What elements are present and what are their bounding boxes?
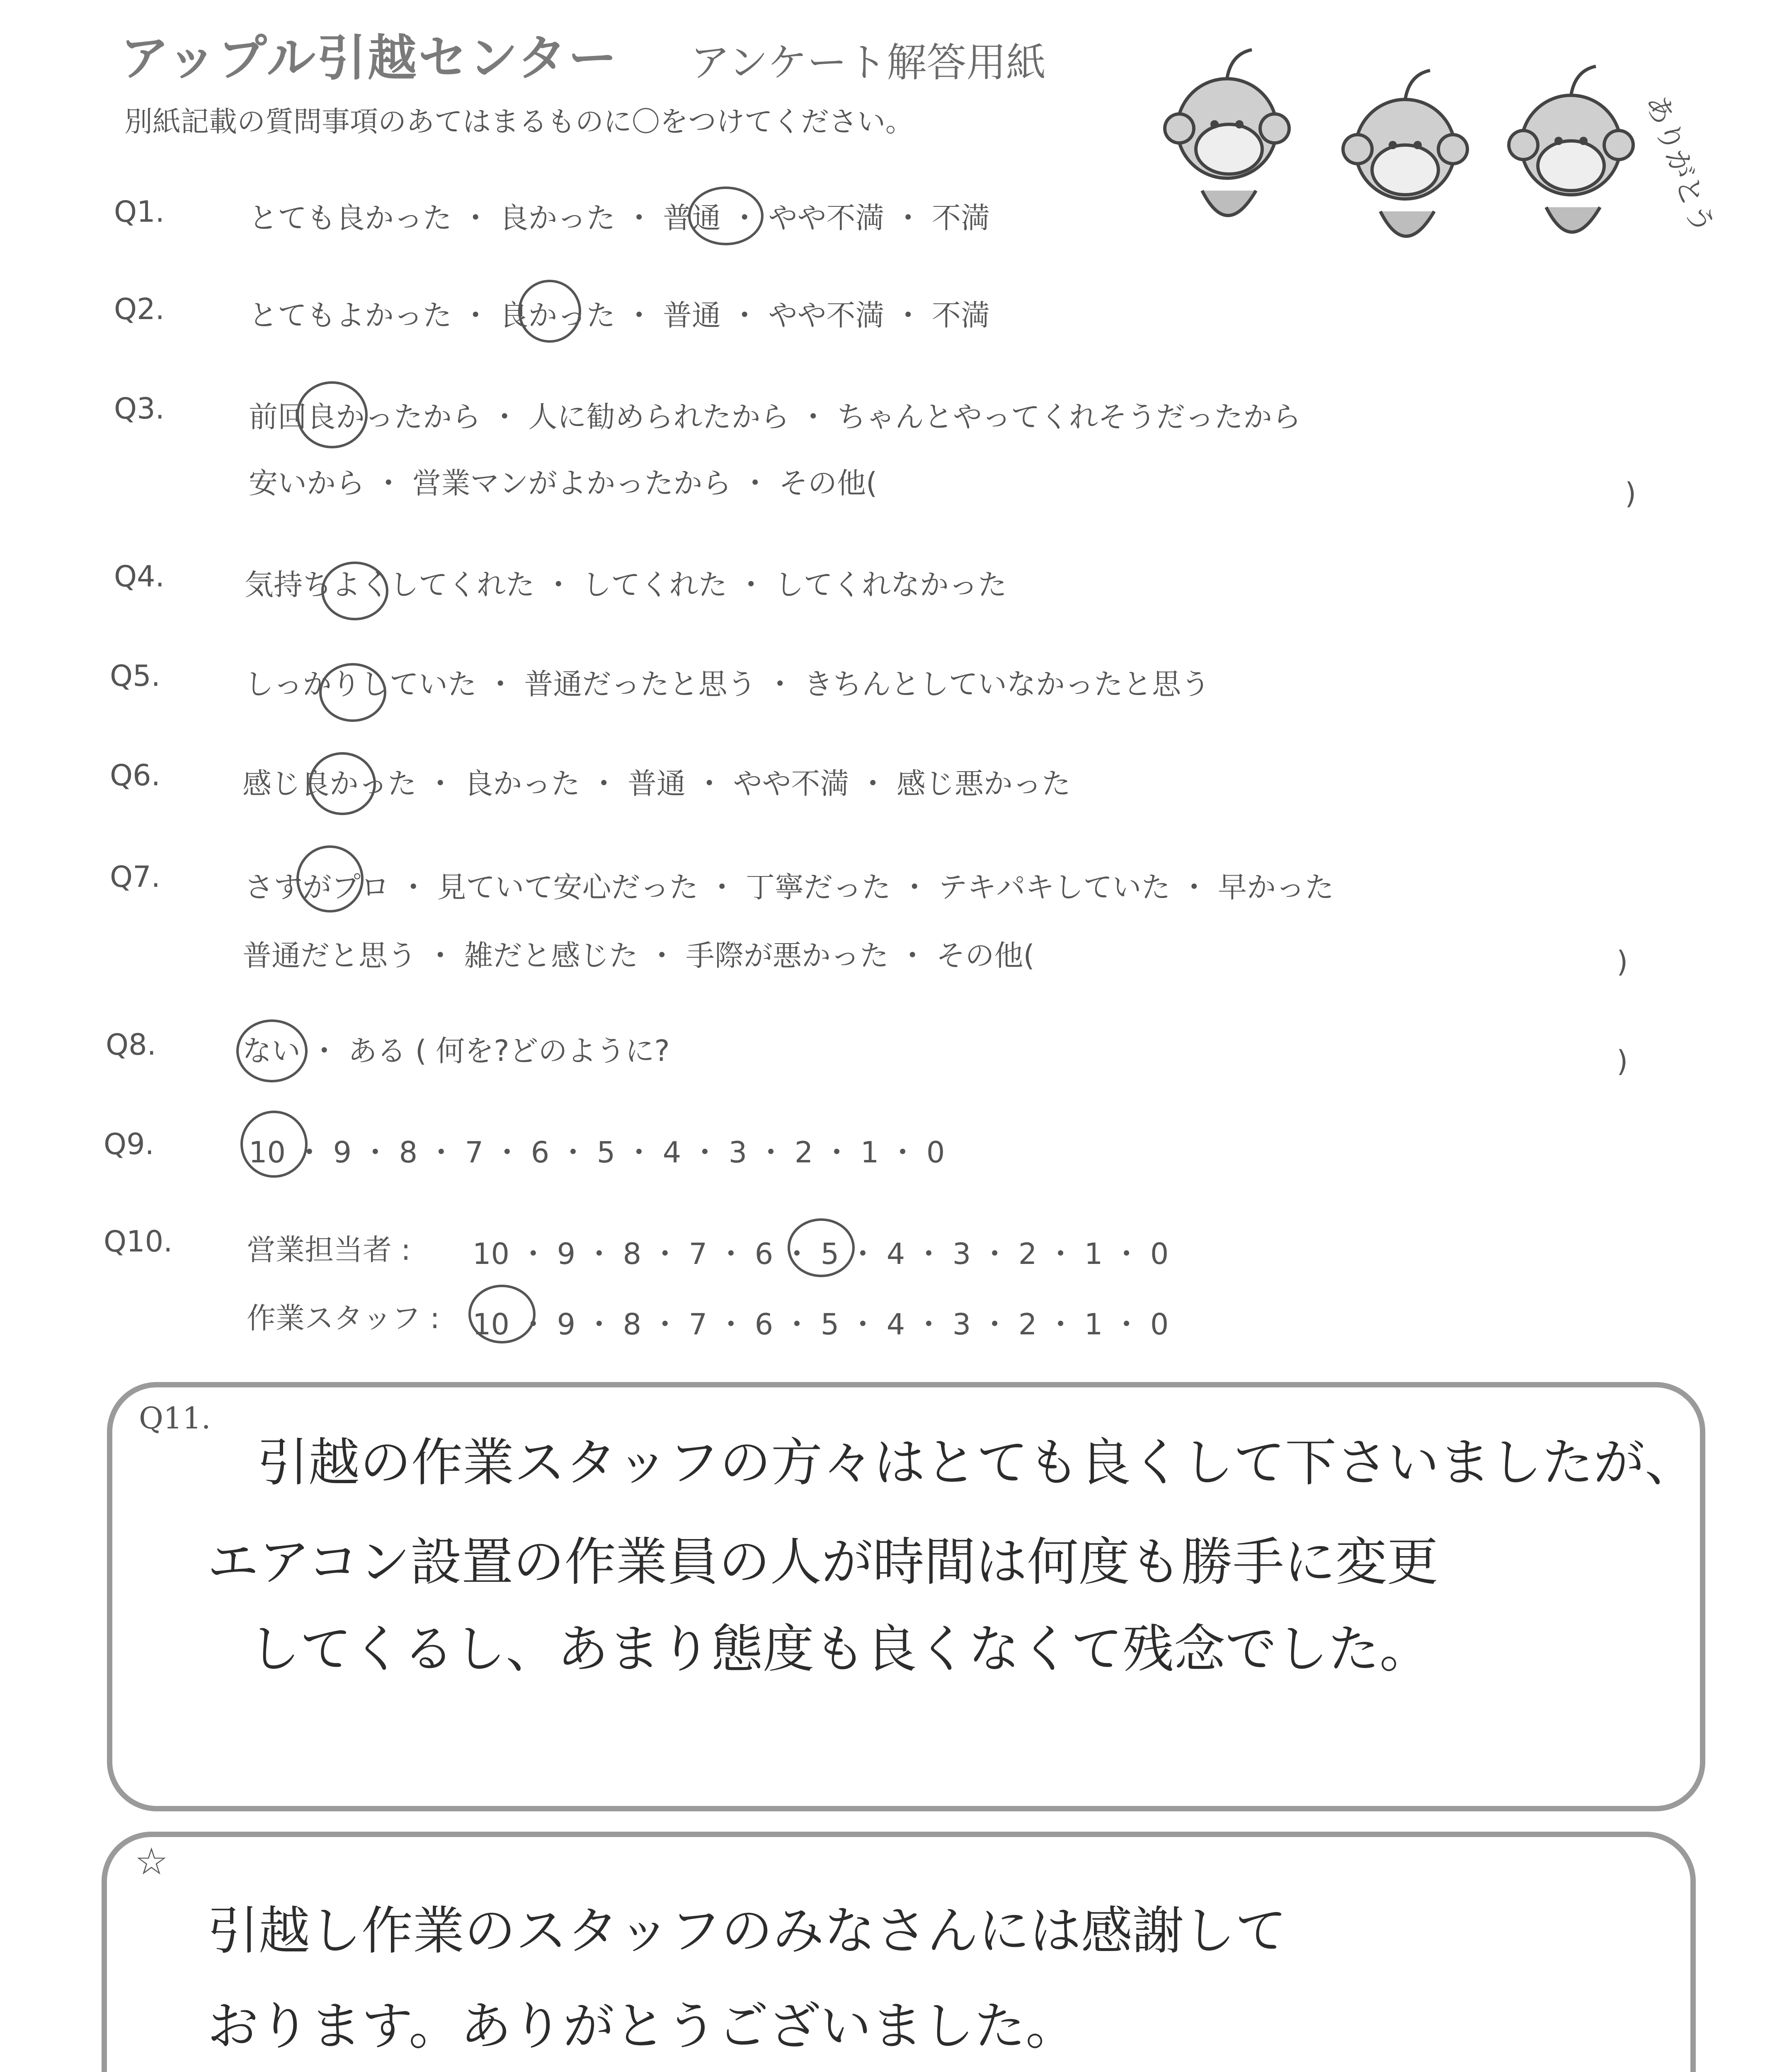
q6-options: 感じ良かった ・ 良かった ・ 普通 ・ やや不満 ・ 感じ悪かった (242, 767, 1071, 801)
q10-staff-options: 10 ・ 9 ・ 8 ・ 7 ・ 6 ・ 5 ・ 4 ・ 3 ・ 2 ・ 1 ・ 0 (473, 1307, 1169, 1341)
q7-number: Q7. (110, 860, 160, 894)
svg-text:ありがとう: ありがとう (1639, 90, 1721, 238)
q5-selected-circle (319, 663, 386, 722)
q3-selected-circle (296, 381, 368, 448)
q6-number: Q6. (110, 758, 160, 792)
q4-selected-circle (321, 562, 388, 620)
q4-options: 気持ちよくしてくれた ・ してくれた ・ してくれなかった (245, 568, 1007, 602)
q11-label: Q11. (139, 1401, 211, 1435)
q10-staff-selected-circle (468, 1285, 536, 1343)
q7-close-paren: ) (1617, 945, 1628, 979)
q10-staff-label: 作業スタッフ : (247, 1301, 440, 1335)
q5-number: Q5. (110, 659, 160, 693)
q7-selected-circle (296, 845, 364, 913)
q11-comment-line3: してくるし、あまり態度も良くなくて残念でした。 (249, 1619, 1431, 1679)
q1-options: とても良かった ・ 良かった ・ 普通 ・ やや不満 ・ 不満 (249, 201, 990, 235)
q10-sales-selected-circle (788, 1218, 855, 1277)
q5-options: しっかりしていた ・ 普通だったと思う ・ きちんとしていなかったと思う (245, 667, 1210, 701)
q1-selected-circle (688, 186, 764, 245)
q10-sales-label: 営業担当者 : (247, 1233, 411, 1267)
star-icon: ☆ (135, 1840, 168, 1883)
q7-options-line1: さすがプロ ・ 見ていて安心だった ・ 丁寧だった ・ テキパキしていた ・ 早かった (245, 870, 1334, 904)
q2-options: とてもよかった ・ 良かった ・ 普通 ・ やや不満 ・ 不満 (249, 298, 990, 332)
q9-number: Q9. (104, 1127, 154, 1161)
star-comment-line1: 引越し作業のスタッフのみなさんには感謝して (207, 1901, 1287, 1961)
q10-number: Q10. (104, 1225, 173, 1259)
q1-number: Q1. (114, 195, 165, 229)
q4-number: Q4. (114, 559, 165, 593)
q6-selected-circle (309, 752, 376, 815)
monkey-mascots-illustration (1156, 33, 1721, 265)
q8-selected-circle (236, 1019, 308, 1082)
q2-number: Q2. (114, 292, 165, 326)
q2-selected-circle (518, 280, 581, 343)
q3-close-paren: ) (1625, 477, 1637, 511)
form-subtitle: アンケート解答用紙 (690, 39, 1046, 86)
q11-comment-line1: 引越の作業スタッフの方々はとても良くして下さいましたが、 (257, 1433, 1697, 1493)
instruction-text: 別紙記載の質問事項のあてはまるものに〇をつけてください。 (124, 106, 914, 138)
q8-number: Q8. (106, 1028, 156, 1062)
company-title: アップル引越センター (120, 29, 619, 87)
q10-sales-options: 10 ・ 9 ・ 8 ・ 7 ・ 6 ・ 5 ・ 4 ・ 3 ・ 2 ・ 1 ・ 0 (473, 1237, 1169, 1271)
q3-number: Q3. (114, 392, 165, 426)
q9-selected-circle (240, 1111, 308, 1178)
star-comment-line2: おります。ありがとうございました。 (207, 1997, 1077, 2056)
q3-options-line2: 安いから ・ 営業マンがよかったから ・ その他( (249, 466, 878, 500)
q3-options-line1: 前回良かったから ・ 人に勧められたから ・ ちゃんとやってくれそうだったから (249, 400, 1302, 434)
q9-options: 10 ・ 9 ・ 8 ・ 7 ・ 6 ・ 5 ・ 4 ・ 3 ・ 2 ・ 1 ・ 0 (249, 1135, 945, 1169)
q8-options: ない ・ ある ( 何を?どのように? (242, 1034, 670, 1068)
q7-options-line2: 普通だと思う ・ 雑だと感じた ・ 手際が悪かった ・ その他( (242, 939, 1035, 973)
q8-close-paren: ) (1617, 1044, 1628, 1078)
q11-comment-line2: エアコン設置の作業員の人が時間は何度も勝手に変更 (207, 1532, 1438, 1592)
